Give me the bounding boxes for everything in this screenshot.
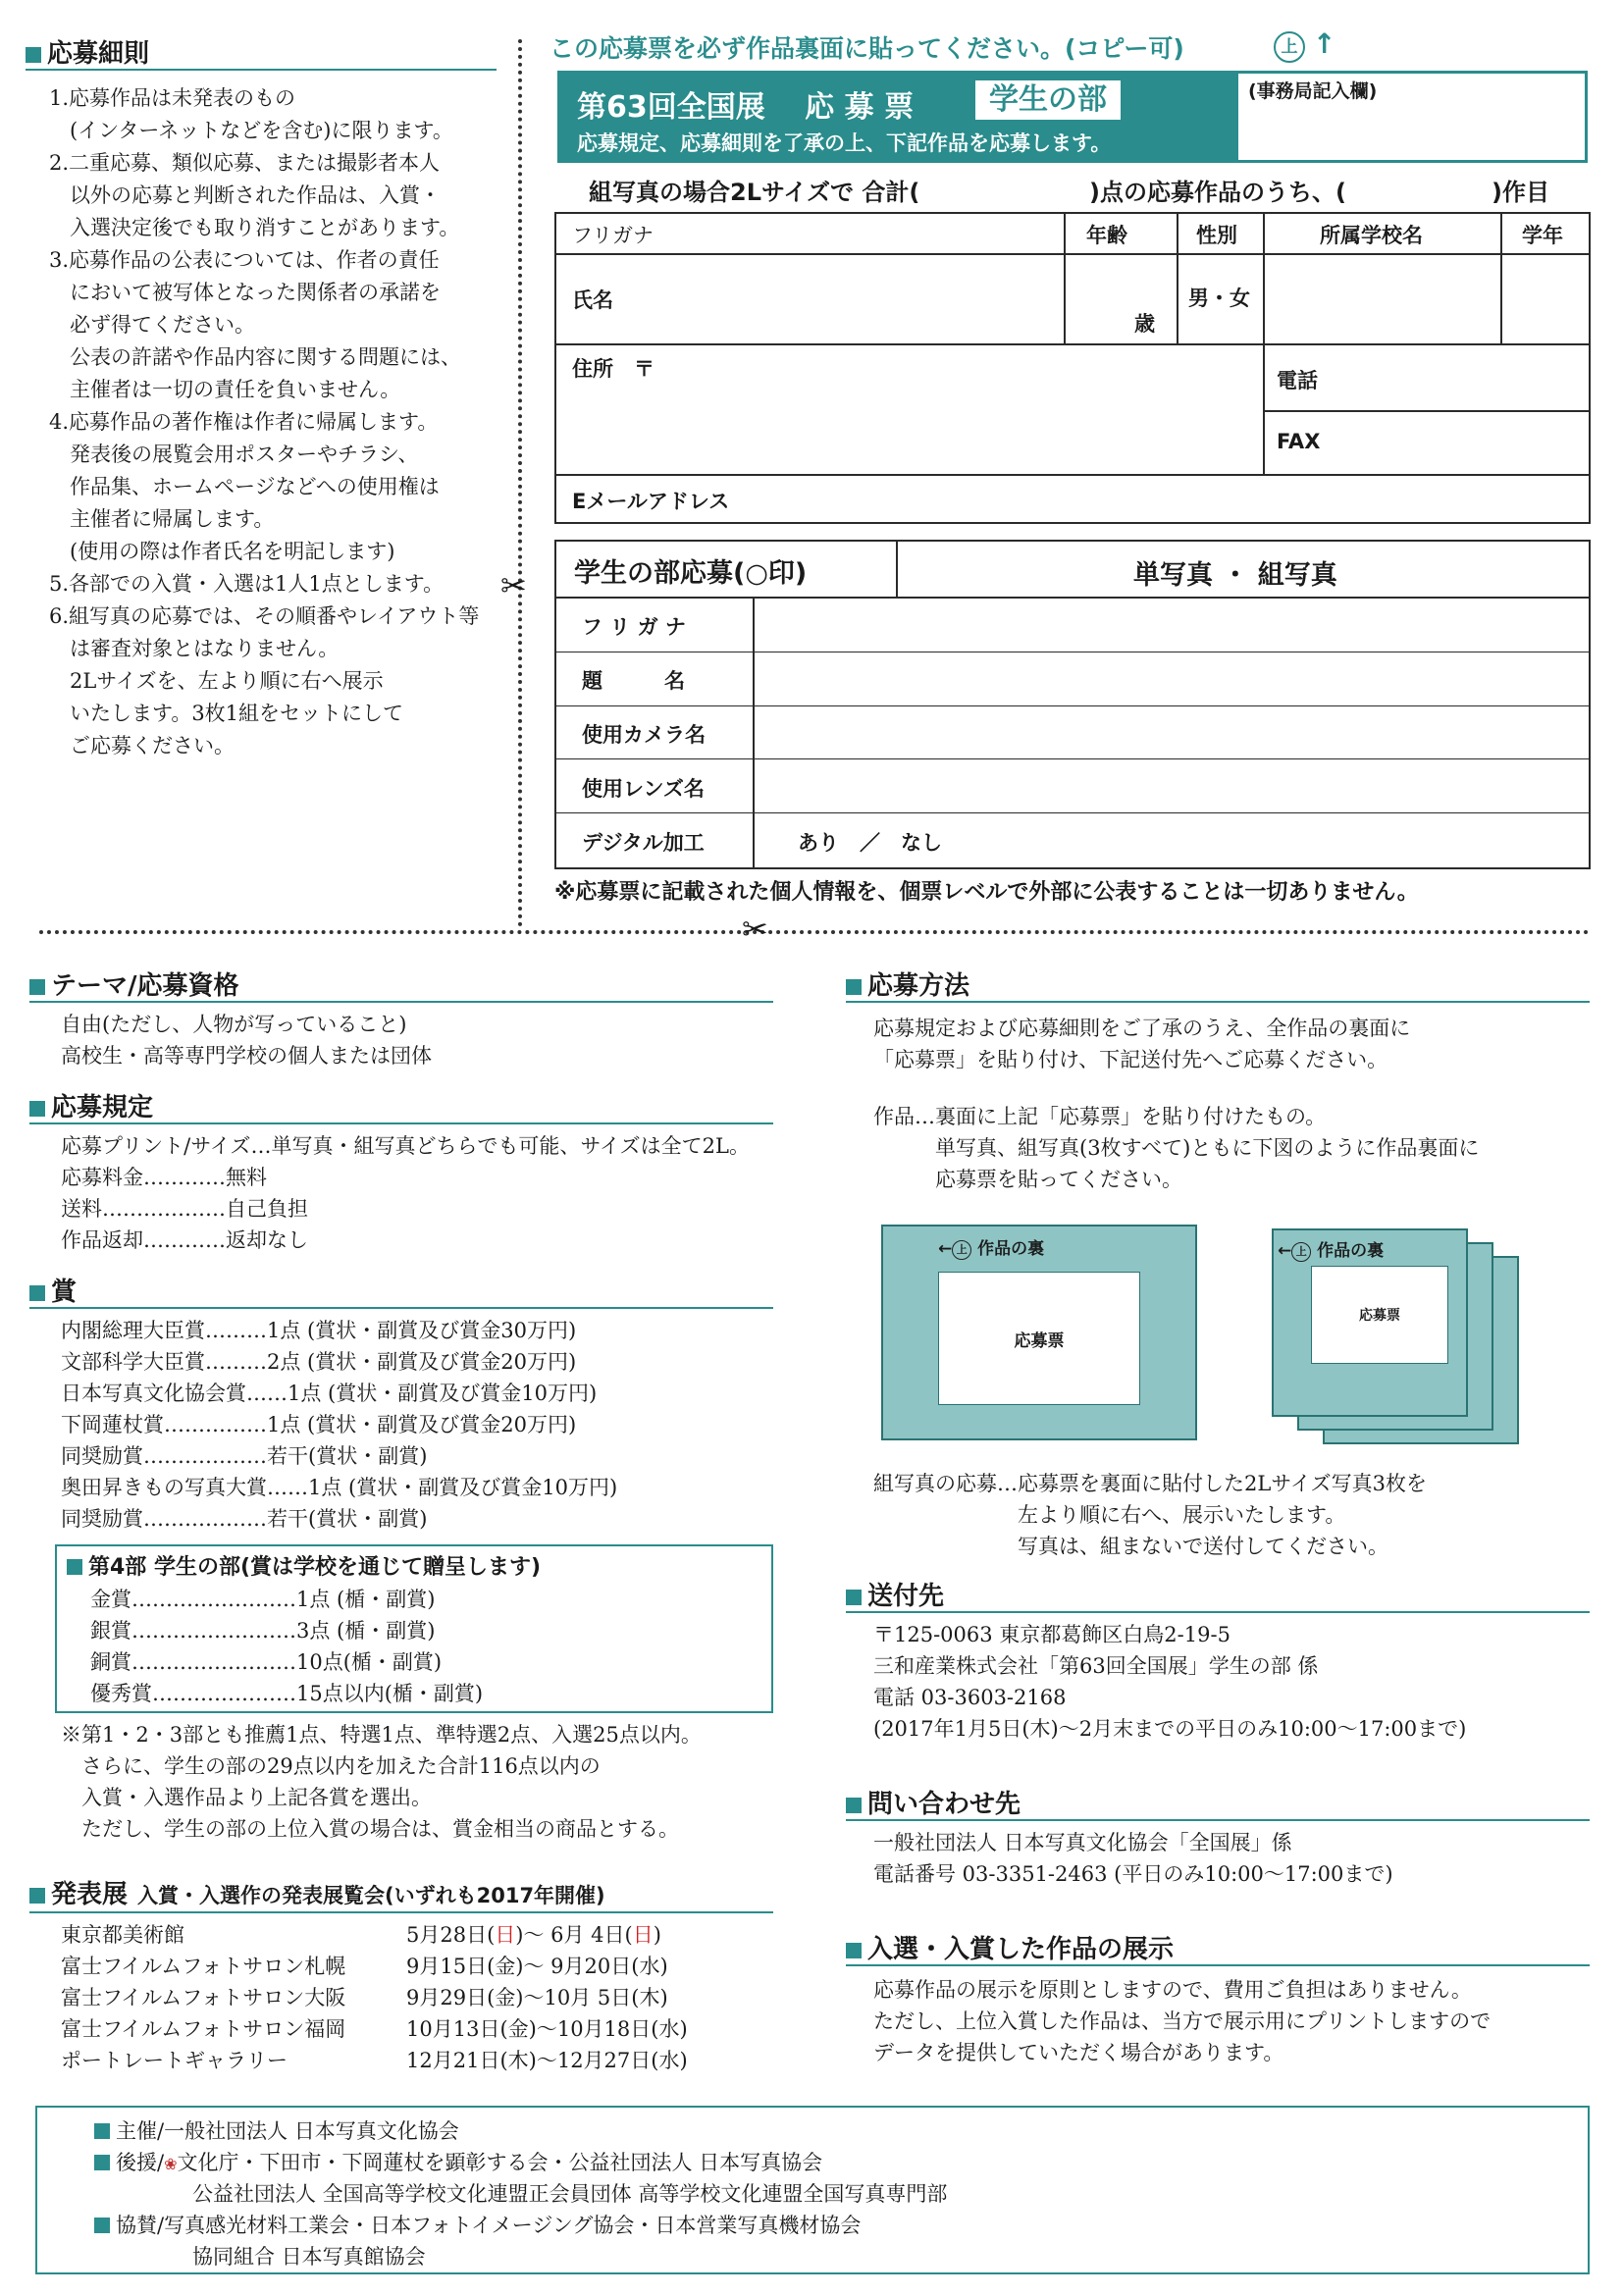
section-label: 学生の部応募(○印) [574,558,808,589]
footer-sponsor: 協賛/写真感光材料工業会・日本フォトイメージング協会・日本営業写真機材協会 [94,2210,861,2241]
display-line: ただし、上位入賞した作品は、当方で展示用にプリントしますので [873,2009,1492,2033]
heading-square-icon [29,979,45,995]
rules-heading: 応募細則 [26,33,149,70]
regulation-line: 応募プリント/サイズ…単写真・組写真どちらでも可能、サイズは全て2L。 [61,1134,750,1158]
exhibition-heading: 発表展 入賞・入選作の発表展覧会(いずれも2017年開催) [29,1874,605,1910]
footer-host: 主催/一般社団法人 日本写真文化協会 [94,2115,459,2147]
photo-type-options: 単写真 ・ 組写真 [1133,560,1337,591]
theme-lines [61,1009,432,1071]
support-emblem-icon: ❀ [164,2155,178,2173]
form-banner [559,73,1238,161]
date-part: 10月13日( [406,2017,508,2041]
inquiry-heading: 問い合わせ先 [846,1784,1021,1820]
display-line: データを提供していただく場合があります。 [873,2041,1284,2064]
address-label: 住所 〒 [572,357,654,381]
email-label: Eメールアドレス [572,490,730,513]
rule-line: 2Lサイズを、左より順に右へ展示 [49,669,384,693]
rule-line: (使用の際は作者氏名を明記します) [49,540,395,563]
count-line-a: 組写真の場合2Lサイズで 合計( [589,179,920,206]
date-part: 木 [639,1986,660,2009]
office-use-box[interactable] [1244,75,1584,159]
student-award-line: 銀賞……………………3点 (楯・副賞) [90,1619,436,1643]
send-to-line: 電話 03-3603-2168 [873,1686,1067,1709]
venue-name: 富士フイルムフォトサロン大阪 [61,1986,346,2009]
rule-line: 公表の許諾や作品内容に関する問題には、 [49,345,461,369]
work-row[interactable] [556,759,1589,813]
work-row-label: デジタル加工 [582,830,705,855]
award-line: 文部科学大臣賞………2点 (賞状・副賞及び賞金20万円) [61,1350,577,1374]
date-part: 金 [495,1986,516,2009]
school-label: 所属学校名 [1320,224,1423,247]
date-part: )〜 6月 4日( [515,1923,633,1947]
heading-square-icon [67,1559,82,1575]
student-award-line: 銅賞……………………10点(楯・副賞) [90,1650,443,1674]
work-row[interactable] [556,599,1589,652]
student-award-lines [90,1584,483,1709]
banner-subtitle: 応募規定、応募細則を了承の上、下記作品を応募します。 [577,131,1112,155]
date-part: 金 [495,1955,516,1978]
up-circle-icon: 上 [952,1240,971,1260]
count-line-c: )作目 [1492,179,1549,206]
rule-line: 3.応募作品の公表については、作者の責任 [49,248,440,272]
date-part: )〜10月 5日( [515,1986,640,2009]
method-set-lines [873,1468,1427,1562]
student-awards-title: 第4部 学生の部(賞は学校を通じて贈呈します) [67,1550,541,1581]
exhibition-subtitle: 入賞・入選作の発表展覧会(いずれも2017年開催) [137,1884,605,1907]
venue-dates [406,2045,688,2076]
rule-line: は審査対象とはなりません。 [49,637,340,660]
heading-square-icon [846,1798,862,1813]
regulations-rule [29,1122,773,1124]
furigana-label: フリガナ [572,224,654,247]
method-work-line: 単写真、組写真(3枚すべて)ともに下図のように作品裏面に [873,1136,1480,1160]
heading-square-icon [846,1943,862,1958]
send-to-rule [846,1611,1590,1613]
method-set-line: 左より順に右へ、展示いたします。 [873,1503,1346,1527]
gender-label: 性別 [1196,224,1237,247]
rule-line: 主催者は一切の責任を負いません。 [49,378,401,401]
phone-label: 電話 [1277,369,1318,392]
student-award-line: 優秀賞…………………15点以内(楯・副賞) [90,1682,484,1705]
award-line: 日本写真文化協会賞……1点 (賞状・副賞及び賞金10万円) [61,1382,598,1405]
display-rule [846,1964,1590,1966]
rules-list [49,82,479,762]
regulation-line: 作品返却…………返却なし [61,1228,308,1252]
date-part: ) [679,2017,688,2041]
rule-line: 入選決定後でも取り消すことがあります。 [49,216,460,239]
date-part: )〜10月18日( [528,2017,659,2041]
cut-line-vertical [518,39,522,927]
up-circle-icon: 上 [1291,1242,1311,1262]
award-note-line: 入賞・入選作品より上記各賞を選出。 [61,1786,432,1809]
method-work-lines [873,1101,1479,1195]
rules-heading-rule [26,69,497,71]
theme-line: 高校生・高等専門学校の個人または団体 [61,1044,432,1068]
email-field[interactable] [556,476,1589,522]
address-field[interactable] [556,345,1263,474]
award-note-line: ただし、学生の部の上位入賞の場合は、賞金相当の商品とする。 [61,1817,679,1841]
gender-options: 男・女 [1188,287,1250,310]
rule-line: いたします。3枚1組をセットにして [49,702,404,725]
send-to-line: 三和産業株式会社「第63回全国展」学生の部 係 [873,1654,1319,1678]
scissors-icon-2: ✂ [742,911,768,948]
date-part: 木 [507,2049,529,2072]
date-part: ) [659,1986,668,2009]
award-line: 奥田昇きもの写真大賞……1点 (賞状・副賞及び賞金10万円) [61,1476,618,1499]
student-award-line: 金賞……………………1点 (楯・副賞) [90,1588,436,1611]
method-set-line: 組写真の応募…応募票を裏面に貼付した2Lサイズ写真3枚を [873,1472,1427,1495]
venue-row [61,2045,777,2076]
heading-square-icon [94,2218,110,2233]
theme-rule [29,1001,773,1003]
method-line: 応募規定および応募細則をご了承のうえ、全作品の裏面に [873,1017,1411,1040]
method-set-line: 写真は、組まないで送付してください。 [873,1535,1388,1558]
inquiry-rule [846,1819,1590,1821]
date-part: 12月21日( [406,2049,508,2072]
work-row[interactable] [556,652,1589,706]
school-field[interactable] [1265,255,1500,343]
venue-name: 富士フイルムフォトサロン福岡 [61,2017,346,2041]
work-rows [556,599,1589,867]
grade-label: 学年 [1522,224,1563,247]
work-row[interactable] [556,813,1589,867]
student-awards-box [55,1544,773,1713]
up-arrow-icon: ↑ [1313,27,1336,60]
grade-field[interactable] [1502,255,1589,343]
date-part: 9月15日( [406,1955,496,1978]
award-line: 下岡蓮杖賞……………1点 (賞状・副賞及び賞金20万円) [61,1413,577,1436]
theme-line: 自由(ただし、人物が写っていること) [61,1013,407,1036]
name-field[interactable] [556,255,1064,343]
age-label: 年齢 [1086,224,1127,247]
gender-field[interactable] [1178,255,1263,343]
set-photo-diagram-1 [1272,1228,1468,1417]
venue-dates [406,1951,668,1982]
cut-line-horizontal [39,930,1590,934]
diagram-set-form-label: 応募票 [1311,1266,1448,1364]
regulations-lines [61,1130,750,1256]
diagram-back-label: ← 上 作品の裏 [938,1239,1045,1259]
send-to-line: (2017年1月5日(木)〜2月末までの平日のみ10:00〜17:00まで) [873,1717,1467,1741]
venue-dates [406,2013,688,2045]
venue-row [61,1919,777,1951]
regulation-line: 送料………………自己負担 [61,1197,308,1221]
rule-line: 主催者に帰属します。 [49,507,275,531]
method-heading: 応募方法 [846,965,969,1002]
sunday-mark: 日 [632,1923,654,1947]
footer-box [35,2106,1590,2274]
work-row-label: 題 名 [582,669,685,694]
heading-square-icon [29,1101,45,1117]
date-part: ) [653,1923,661,1947]
venue-name: ポートレートギャラリー [61,2049,288,2072]
banner-title: 第63回全国展 応 募 票 [577,90,915,125]
display-heading: 入選・入賞した作品の展示 [846,1929,1174,1965]
sunday-mark: 日 [495,1923,516,1947]
award-line: 同奨励賞………………若干(賞状・副賞) [61,1444,428,1468]
venue-dates [406,1919,661,1951]
rule-line: 5.各部での入賞・入選は1人1点とします。 [49,572,445,596]
send-to-line: 〒125-0063 東京都葛飾区白鳥2-19-5 [873,1623,1230,1646]
heading-square-icon [846,979,862,995]
work-row-value: あり ／ なし [798,830,942,855]
date-part: 金 [507,2017,529,2041]
up-mark-icon: 上 [1274,31,1305,63]
personal-info-table [554,212,1591,524]
rule-line: 必ず得てください。 [49,313,255,337]
theme-heading: テーマ/応募資格 [29,965,239,1002]
venue-row [61,2013,777,2045]
rule-line: 以外の応募と判断された作品は、入賞・ [49,183,441,207]
regulation-line: 応募料金…………無料 [61,1166,267,1189]
form-notice: この応募票を必ず作品裏面に貼ってください。(コピー可) [550,34,1184,63]
banner-badge: 学生の部 [975,80,1121,120]
date-part: )〜12月27日( [528,2049,659,2072]
send-to-heading: 送付先 [846,1576,944,1612]
awards-rule [29,1307,773,1309]
footer-sponsor-2: 協同組合 日本写真館協会 [192,2245,426,2269]
inquiry-line: 電話番号 03-3351-2463 (平日のみ10:00〜17:00まで) [873,1862,1393,1886]
awards-heading: 賞 [29,1272,77,1308]
award-line: 内閣総理大臣賞………1点 (賞状・副賞及び賞金30万円) [61,1319,577,1342]
display-lines [873,1974,1491,2068]
photo-type-select[interactable] [898,542,1589,597]
fax-field[interactable] [1265,412,1589,474]
rule-line: (インターネットなどを含む)に限ります。 [49,119,453,142]
diagram-set-back-label: ← 上 作品の裏 [1278,1241,1385,1261]
heading-square-icon [29,1285,45,1301]
footer-support: 後援/❀文化庁・下田市・下岡蓮杖を顕彰する会・公益社団法人 日本写真協会 [94,2147,822,2180]
diagram-form-label: 応募票 [938,1272,1140,1405]
venue-dates [406,1982,668,2013]
date-part: ) [659,1955,668,1978]
age-field[interactable] [1066,255,1176,343]
work-row[interactable] [556,706,1589,760]
award-line: 同奨励賞………………若干(賞状・副賞) [61,1507,428,1531]
regulations-heading: 応募規定 [29,1087,153,1123]
heading-square-icon [26,47,41,63]
rule-line: ご応募ください。 [49,734,235,757]
date-part: 9月29日( [406,1986,496,2009]
heading-square-icon [94,2155,110,2170]
work-row-label: 使用カメラ名 [582,722,706,747]
heading-square-icon [846,1590,862,1605]
fax-label: FAX [1277,430,1321,453]
date-part: 5月28日( [406,1923,496,1947]
rule-line: 発表後の展覧会用ポスターやチラシ、 [49,443,419,466]
rule-line: 4.応募作品の著作権は作者に帰属します。 [49,410,439,434]
rule-line: 2.二重応募、類似応募、または撮影者本人 [49,151,441,175]
date-part: 水 [639,1955,660,1978]
method-work-line: 応募票を貼ってください。 [873,1168,1182,1191]
scissors-icon: ✂ [500,567,527,604]
single-photo-diagram [881,1225,1197,1440]
date-part: 水 [658,2049,680,2072]
award-lines [61,1315,617,1535]
inquiry-line: 一般社団法人 日本写真文化協会「全国展」係 [873,1831,1292,1854]
method-line: 「応募票」を貼り付け、下記送付先へご応募ください。 [873,1048,1388,1071]
award-note-line: ※第1・2・3部とも推薦1点、特選1点、準特選2点、入選25点以内。 [61,1723,702,1747]
footer-support-2: 公益社団法人 全国高等学校文化連盟正会員団体 高等学校文化連盟全国写真専門部 [192,2182,948,2206]
display-line: 応募作品の展示を原則としますので、費用ご負担はありません。 [873,1978,1472,2002]
date-part: ) [679,2049,688,2072]
heading-square-icon [94,2123,110,2139]
venue-row [61,1951,777,1982]
name-label: 氏名 [572,288,613,312]
method-work-line: 作品…裏面に上記「応募票」を貼り付けたもの。 [873,1105,1327,1128]
venue-name: 富士フイルムフォトサロン札幌 [61,1955,346,1978]
method-rule [846,1001,1590,1003]
method-lines [873,1013,1410,1075]
award-note-line: さらに、学生の部の29点以内を加えた合計116点以内の [61,1754,601,1778]
send-to-lines [873,1619,1466,1745]
privacy-note: ※応募票に記載された個人情報を、個票レベルで外部に公表することは一切ありません。 [554,880,1419,905]
rule-line: において被写体となった関係者の承諾を [49,281,441,304]
rule-line: 6.組写真の応募では、その順番やレイアウト等 [49,604,480,628]
work-info-table [554,540,1591,869]
work-row-label: 使用レンズ名 [582,776,705,801]
award-notes [61,1719,702,1845]
office-use-label: (事務局記入欄) [1248,80,1378,102]
venue-list [61,1919,777,2076]
phone-field[interactable] [1265,345,1589,410]
age-unit: 歳 [1134,312,1155,336]
heading-square-icon [29,1888,45,1904]
date-part: 水 [658,2017,680,2041]
inquiry-lines [873,1827,1393,1890]
rule-line: 1.応募作品は未発表のもの [49,86,296,110]
rule-line: 作品集、ホームページなどへの使用権は [49,475,440,498]
date-part: )〜 9月20日( [515,1955,640,1978]
work-row-label: フ リ ガ ナ [582,615,686,640]
venue-row [61,1982,777,2013]
venue-name: 東京都美術館 [61,1923,184,1947]
count-line-b: )点の応募作品のうち、( [1089,179,1346,206]
exhibition-rule [29,1911,773,1913]
